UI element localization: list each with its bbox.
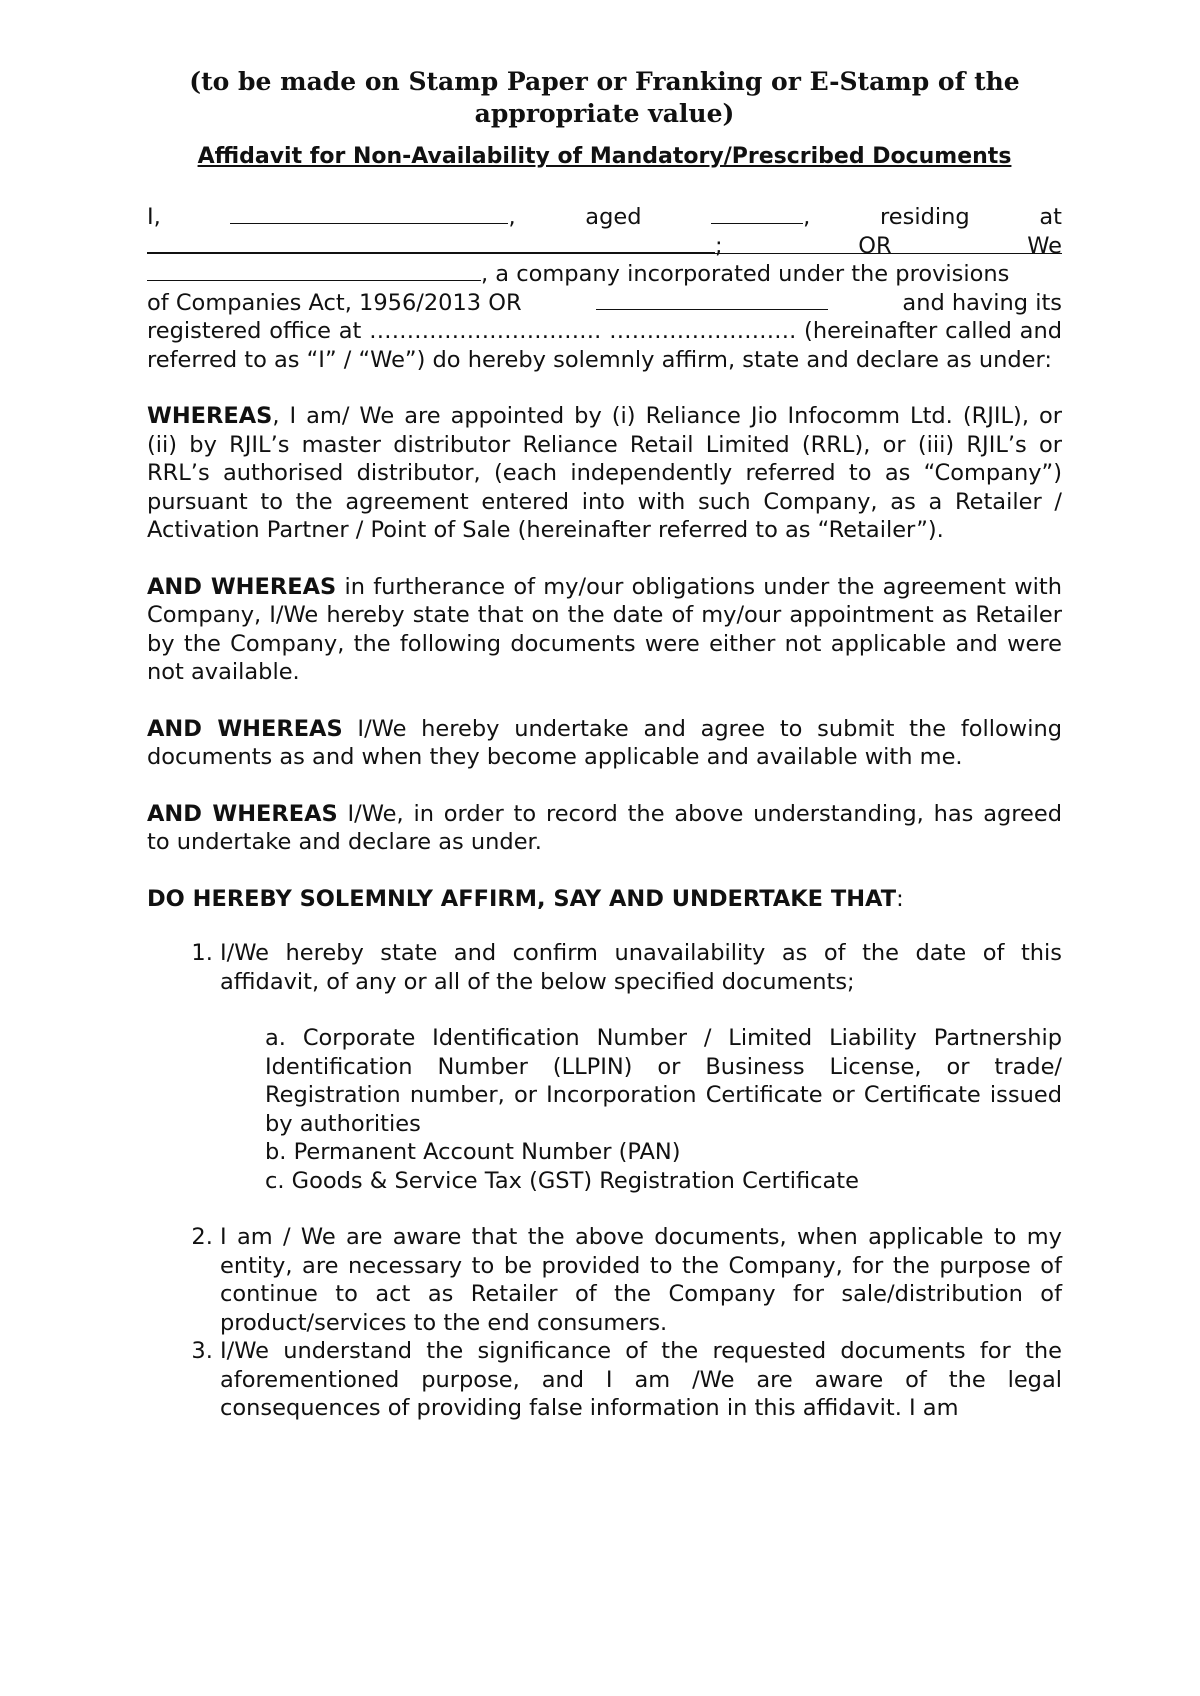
word-we: We	[1027, 232, 1062, 259]
word-residing: residing	[880, 204, 970, 230]
sublist-item-b: b. Permanent Account Number (PAN)	[265, 1139, 681, 1165]
word-or: OR	[858, 232, 892, 259]
intro-line-5: of Companies Act, 1956/2013 OR and having its	[147, 289, 1062, 316]
address-blank-2	[147, 252, 715, 253]
age-blank	[711, 223, 803, 224]
company-name-blank	[147, 280, 481, 281]
whereas-paragraph-1: WHEREAS, I am/ We are appointed by (i) Reliance Jio Infocomm Ltd. (RJIL), or (ii) by RJIL’s master distributor Reliance Retail Limited (RRL), or (iii) RJIL’s or RRL’s authorised distributor, (each independently referred to as “Company”) pursuant to the agreement entered into with such Company, as a Retailer / Activation Partner / Point of Sale (hereinafter referred to as “Retailer”).	[147, 403, 1062, 543]
name-blank	[230, 223, 508, 224]
whereas-paragraph-2: AND WHEREAS in furtherance of my/our obligations under the agreement with Company, I/We hereby state that on the date of my/our appointment as Retailer by the Company, the following documents were either not applicable and were not available.	[147, 573, 1062, 685]
intro-line-4: , a company incorporated under the provisions	[147, 260, 1062, 289]
word-at: at	[1039, 204, 1062, 230]
declaration-item-2: 2. I am / We are aware that the above documents, when applicable to my entity, are necessary to be provided to the Company, for the purpose of continue to act as Retailer of the Company for sale/distribution of product/services to the end consumers.	[220, 1223, 1062, 1337]
word-i: I,	[147, 204, 161, 230]
sublist-item-c: c. Goods & Service Tax (GST) Registration Certificate	[265, 1167, 859, 1194]
intro-paragraph	[147, 203, 1062, 374]
intro-line-1: I, , aged , residing at	[147, 204, 1062, 230]
word-aged: aged	[585, 204, 642, 230]
affirm-heading: DO HEREBY SOLEMNLY AFFIRM, SAY AND UNDERTAKE THAT:	[147, 885, 904, 912]
whereas-paragraph-3: AND WHEREAS I/We hereby undertake and agree to submit the following documents as and when they become applicable and available with me.	[147, 715, 1062, 770]
registered-office-text: registered office at …………………………. ……………………. (hereinafter called and referred to as “I” / “We”) do hereby solemnly affirm, state and declare as under:	[147, 318, 1062, 373]
document-body	[147, 66, 1062, 1423]
whereas-paragraph-4: AND WHEREAS I/We, in order to record the above understanding, has agreed to undertake and declare as under.	[147, 800, 1062, 855]
sublist-item-a: a. Corporate Identification Number / Limited Liability Partnership Identification Number (LLPIN) or Business License, or trade/ Registration number, or Incorporation Certificate or Certificate issued by authorities	[265, 1025, 1062, 1137]
declaration-item-1: 1. I/We hereby state and confirm unavailability as of the date of this affidavit, of any or all of the below specified documents; a. Corporate Identification Number / Limited Liability Partnership Identification Number (LLPIN) or Business License, or trade/ Registration number, or Incorporation Certificate or Certificate issued by authorities b. Permanent Account Number (PAN) c. Goods & Service Tax (GST) Registration Certificate	[220, 939, 1062, 1195]
declaration-item-3: 3. I/We understand the significance of the requested documents for the aforementioned purpose, and I am /We are aware of the legal consequences of providing false information in this affidavit. I am	[220, 1337, 1062, 1423]
document-sublist	[265, 1024, 1062, 1195]
declaration-list	[147, 939, 1062, 1423]
stamp-paper-note: (to be made on Stamp Paper or Franking or E-Stamp of the appropriate value)	[189, 67, 1020, 128]
intro-line-3: ; OR We	[147, 232, 1062, 261]
llp-blank	[596, 309, 828, 310]
affidavit-title: Affidavit for Non-Availability of Mandatory/Prescribed Documents	[197, 144, 1012, 169]
